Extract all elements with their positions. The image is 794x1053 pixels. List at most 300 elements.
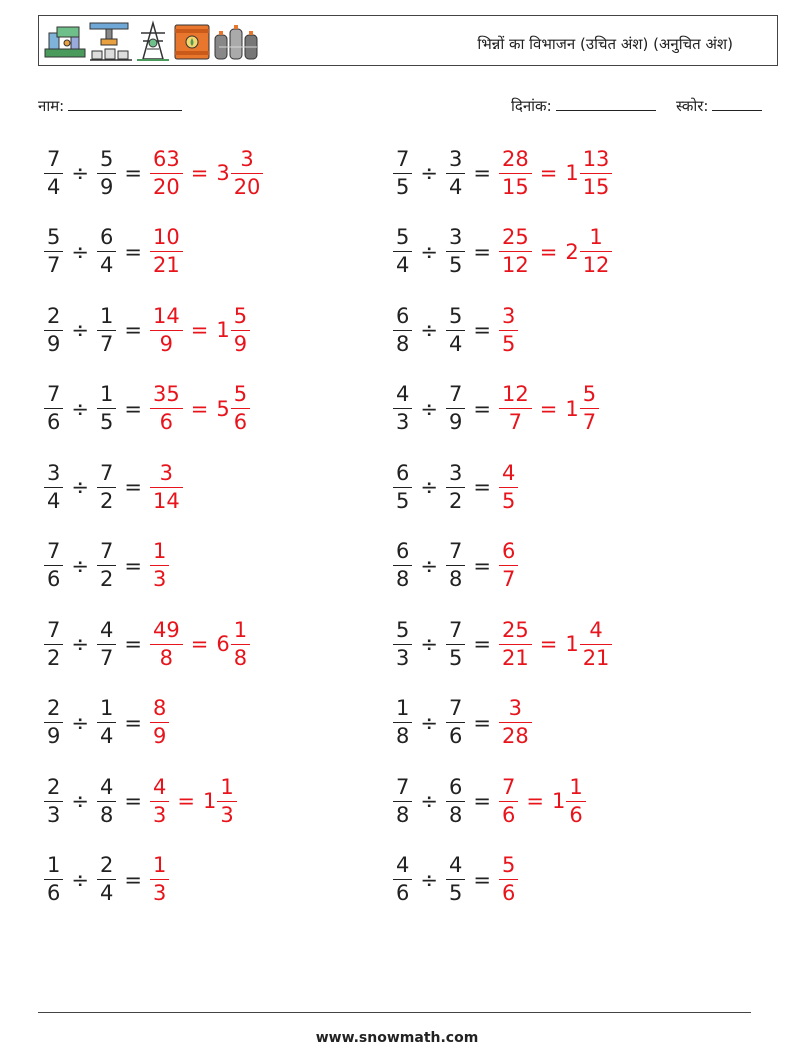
numerator: 7 xyxy=(501,774,516,799)
answer xyxy=(499,854,518,905)
numerator: 1 xyxy=(47,853,61,877)
divide-sign: ÷ xyxy=(71,396,89,421)
score-blank[interactable] xyxy=(712,96,762,111)
date-field[interactable] xyxy=(511,96,656,116)
equals-sign: = xyxy=(124,239,142,264)
answer xyxy=(499,462,518,513)
divisor-fraction xyxy=(446,148,465,199)
dividend-fraction xyxy=(44,462,63,513)
divide-sign: ÷ xyxy=(420,161,438,185)
numerator: 25 xyxy=(501,617,529,642)
fraction-bar xyxy=(44,644,63,645)
problem-item xyxy=(393,454,518,520)
denominator: 6 xyxy=(396,881,410,905)
result-fraction xyxy=(150,619,183,670)
fraction-bar xyxy=(446,644,465,645)
mixed-fraction xyxy=(580,383,599,434)
numerator: 5 xyxy=(448,303,463,328)
mixed-whole: 5 xyxy=(216,396,230,421)
fraction-bar xyxy=(393,173,412,174)
fraction-bar xyxy=(150,408,183,409)
answer xyxy=(150,462,183,513)
footer-url: www.snowmath.com xyxy=(315,1030,479,1046)
numerator: 2 xyxy=(99,853,114,877)
fraction-bar xyxy=(446,173,465,174)
denominator: 9 xyxy=(159,331,174,356)
numerator: 3 xyxy=(508,696,523,720)
equals-sign: = xyxy=(124,475,142,499)
fraction-bar xyxy=(150,565,169,566)
denominator: 2 xyxy=(47,645,61,670)
divide-sign: ÷ xyxy=(420,475,438,499)
problem-item xyxy=(44,533,169,599)
equals-sign: = xyxy=(124,396,142,421)
answer xyxy=(150,776,237,827)
problem-item xyxy=(44,454,183,520)
equals-sign: = xyxy=(473,239,491,264)
numerator: 1 xyxy=(152,539,167,563)
dividend-fraction xyxy=(393,148,412,199)
denominator: 7 xyxy=(508,410,523,434)
dividend-fraction xyxy=(393,305,412,356)
dividend-fraction xyxy=(44,148,63,199)
divisor-fraction xyxy=(446,854,465,905)
denominator: 7 xyxy=(99,331,114,356)
numerator: 28 xyxy=(501,146,529,171)
fraction-bar xyxy=(44,408,63,409)
divide-sign: ÷ xyxy=(420,789,438,813)
fraction-bar xyxy=(446,330,465,331)
result-fraction xyxy=(499,462,518,513)
denominator: 4 xyxy=(47,174,61,199)
answer xyxy=(150,305,250,356)
fraction-bar xyxy=(97,487,116,488)
denominator: 7 xyxy=(582,410,597,434)
numerator: 4 xyxy=(99,774,114,799)
divisor-fraction xyxy=(97,619,116,670)
name-field[interactable] xyxy=(38,96,182,116)
denominator: 2 xyxy=(99,488,114,513)
fraction-bar xyxy=(446,879,465,880)
divide-sign: ÷ xyxy=(420,239,438,264)
dividend-fraction xyxy=(393,383,412,434)
divide-sign: ÷ xyxy=(420,318,438,342)
fraction-bar xyxy=(446,251,465,252)
numerator: 8 xyxy=(152,696,167,720)
answer xyxy=(499,148,612,199)
fraction-bar xyxy=(150,722,169,723)
power-tower-icon xyxy=(137,23,169,60)
fraction-bar xyxy=(150,801,169,802)
numerator: 5 xyxy=(99,146,114,171)
result-fraction xyxy=(150,540,169,591)
mixed-whole: 1 xyxy=(565,396,579,421)
numerator: 6 xyxy=(396,539,410,563)
factory-machine-icon xyxy=(90,23,132,60)
footer-divider xyxy=(38,1012,751,1013)
fraction-bar xyxy=(580,251,613,252)
answer-equals-sign: = xyxy=(190,318,209,342)
divide-sign: ÷ xyxy=(71,161,89,185)
fraction-bar xyxy=(44,330,63,331)
dividend-fraction xyxy=(393,854,412,905)
problem-item xyxy=(44,611,250,677)
result-fraction xyxy=(499,776,518,827)
answer xyxy=(150,383,250,434)
denominator: 21 xyxy=(582,645,610,670)
divisor-fraction xyxy=(446,776,465,827)
dividend-fraction xyxy=(393,540,412,591)
numerator: 63 xyxy=(152,146,180,171)
numerator: 3 xyxy=(47,460,61,485)
divide-sign: ÷ xyxy=(71,710,89,735)
dividend-fraction xyxy=(44,383,63,434)
score-field[interactable] xyxy=(676,96,762,116)
answer-equals-sign: = xyxy=(177,789,195,813)
denominator: 8 xyxy=(396,331,410,356)
equals-sign: = xyxy=(124,710,142,735)
denominator: 3 xyxy=(47,802,61,827)
numerator: 7 xyxy=(448,382,463,406)
denominator: 5 xyxy=(501,331,516,356)
divisor-fraction xyxy=(97,540,116,591)
fraction-bar xyxy=(393,879,412,880)
date-label: दिनांक: xyxy=(511,97,552,115)
numerator: 5 xyxy=(233,303,248,328)
denominator: 8 xyxy=(233,645,248,670)
fraction-bar xyxy=(499,330,518,331)
fraction-bar xyxy=(393,801,412,802)
numerator: 6 xyxy=(501,539,516,563)
fraction-bar xyxy=(44,722,63,723)
denominator: 21 xyxy=(152,253,180,277)
denominator: 3 xyxy=(220,802,234,827)
denominator: 2 xyxy=(99,567,114,591)
answer xyxy=(499,383,599,434)
numerator: 13 xyxy=(582,146,610,171)
mixed-fraction xyxy=(231,619,250,670)
dividend-fraction xyxy=(44,776,63,827)
fraction-bar xyxy=(44,565,63,566)
dividend-fraction xyxy=(393,462,412,513)
denominator: 6 xyxy=(501,881,516,905)
denominator: 5 xyxy=(448,645,463,670)
numerator: 2 xyxy=(47,774,61,799)
numerator: 7 xyxy=(47,382,61,406)
equals-sign: = xyxy=(473,632,491,656)
denominator: 5 xyxy=(501,488,516,513)
answer-equals-sign: = xyxy=(190,396,209,421)
mixed-whole: 3 xyxy=(216,161,230,185)
denominator: 8 xyxy=(99,802,114,827)
fraction-bar xyxy=(231,408,250,409)
divisor-fraction xyxy=(97,854,116,905)
fraction-bar xyxy=(150,330,183,331)
fraction-bar xyxy=(217,801,236,802)
divisor-fraction xyxy=(446,462,465,513)
numerator: 7 xyxy=(99,460,114,485)
score-label: स्कोर: xyxy=(676,97,709,115)
fraction-bar xyxy=(97,565,116,566)
numerator: 4 xyxy=(396,853,410,877)
mixed-fraction xyxy=(217,776,236,827)
divisor-fraction xyxy=(97,305,116,356)
numerator: 3 xyxy=(448,146,463,171)
fraction-bar xyxy=(97,879,116,880)
name-blank[interactable] xyxy=(68,96,182,111)
divide-sign: ÷ xyxy=(420,396,438,421)
numerator: 6 xyxy=(396,303,410,328)
numerator: 1 xyxy=(589,225,603,249)
answer-equals-sign: = xyxy=(190,161,209,185)
fraction-bar xyxy=(393,330,412,331)
result-fraction xyxy=(499,305,518,356)
denominator: 20 xyxy=(233,174,261,199)
divide-sign: ÷ xyxy=(71,632,89,656)
problem-item xyxy=(44,768,237,834)
denominator: 4 xyxy=(99,724,114,748)
fraction-bar xyxy=(580,644,613,645)
numerator: 4 xyxy=(448,853,463,877)
numerator: 35 xyxy=(152,382,180,406)
equals-sign: = xyxy=(124,867,142,892)
mixed-whole: 1 xyxy=(216,318,230,342)
mixed-whole: 2 xyxy=(565,239,579,264)
fraction-bar xyxy=(97,330,116,331)
fraction-bar xyxy=(499,173,532,174)
denominator: 3 xyxy=(396,645,410,670)
dividend-fraction xyxy=(44,305,63,356)
mixed-fraction xyxy=(231,383,250,434)
mixed-fraction xyxy=(580,619,613,670)
denominator: 15 xyxy=(582,174,610,199)
denominator: 4 xyxy=(99,253,114,277)
divisor-fraction xyxy=(446,305,465,356)
denominator: 6 xyxy=(159,410,174,434)
result-fraction xyxy=(499,226,532,277)
result-fraction xyxy=(150,383,183,434)
fraction-bar xyxy=(393,408,412,409)
fraction-bar xyxy=(44,487,63,488)
numerator: 7 xyxy=(448,617,463,642)
mixed-fraction xyxy=(566,776,585,827)
fraction-bar xyxy=(231,644,250,645)
denominator: 4 xyxy=(396,253,410,277)
fraction-bar xyxy=(499,565,518,566)
result-fraction xyxy=(499,383,532,434)
result-fraction xyxy=(150,776,169,827)
problem-item xyxy=(44,376,250,442)
denominator: 3 xyxy=(152,567,167,591)
numerator: 6 xyxy=(396,460,410,485)
divide-sign: ÷ xyxy=(71,318,89,342)
problem-item xyxy=(393,219,612,285)
numerator: 4 xyxy=(152,774,167,799)
fraction-bar xyxy=(150,879,169,880)
problem-item xyxy=(393,768,586,834)
divisor-fraction xyxy=(97,776,116,827)
result-fraction xyxy=(150,305,183,356)
denominator: 9 xyxy=(233,331,248,356)
denominator: 4 xyxy=(448,174,463,199)
denominator: 5 xyxy=(448,253,463,277)
mixed-whole: 1 xyxy=(565,161,579,185)
denominator: 8 xyxy=(396,567,410,591)
fraction-bar xyxy=(44,879,63,880)
denominator: 21 xyxy=(501,645,529,670)
mixed-whole: 1 xyxy=(551,789,566,813)
problem-item xyxy=(393,690,532,756)
answer xyxy=(150,540,169,591)
denominator: 8 xyxy=(448,802,463,827)
numerator: 25 xyxy=(501,225,529,249)
answer-equals-sign: = xyxy=(539,239,558,264)
equals-sign: = xyxy=(124,789,142,813)
answer xyxy=(150,697,169,748)
problem-item xyxy=(393,611,612,677)
denominator: 8 xyxy=(396,802,410,827)
numerator: 4 xyxy=(396,382,410,406)
divide-sign: ÷ xyxy=(71,553,89,578)
numerator: 7 xyxy=(448,696,463,720)
numerator: 1 xyxy=(152,853,167,877)
denominator: 14 xyxy=(152,488,180,513)
fraction-bar xyxy=(44,801,63,802)
dividend-fraction xyxy=(44,854,63,905)
dividend-fraction xyxy=(44,619,63,670)
fraction-bar xyxy=(231,173,264,174)
fraction-bar xyxy=(97,408,116,409)
divisor-fraction xyxy=(446,226,465,277)
result-fraction xyxy=(499,854,518,905)
fraction-bar xyxy=(393,644,412,645)
denominator: 8 xyxy=(159,645,174,670)
numerator: 5 xyxy=(396,225,410,249)
answer-equals-sign: = xyxy=(539,396,558,421)
denominator: 6 xyxy=(233,410,248,434)
numerator: 1 xyxy=(99,696,114,720)
fraction-bar xyxy=(499,801,518,802)
problem-item xyxy=(393,533,518,599)
divisor-fraction xyxy=(446,619,465,670)
result-fraction xyxy=(499,619,532,670)
divisor-fraction xyxy=(446,540,465,591)
denominator: 7 xyxy=(99,645,114,670)
denominator: 4 xyxy=(99,881,114,905)
mixed-fraction xyxy=(580,226,613,277)
denominator: 6 xyxy=(448,724,463,748)
denominator: 8 xyxy=(448,567,463,591)
answer xyxy=(150,226,183,277)
numerator: 3 xyxy=(159,460,174,485)
denominator: 4 xyxy=(47,488,61,513)
problem-item xyxy=(44,219,183,285)
problem-item xyxy=(393,847,518,913)
fraction-bar xyxy=(393,722,412,723)
fraction-bar xyxy=(499,644,532,645)
denominator: 9 xyxy=(47,331,61,356)
result-fraction xyxy=(150,854,169,905)
numerator: 2 xyxy=(47,303,61,328)
fraction-bar xyxy=(44,251,63,252)
numerator: 4 xyxy=(99,617,114,642)
answer-equals-sign: = xyxy=(539,161,558,185)
answer xyxy=(499,697,532,748)
answer xyxy=(499,776,586,827)
answer xyxy=(150,619,250,670)
numerator: 7 xyxy=(47,617,61,642)
numerator: 2 xyxy=(47,696,61,720)
dividend-fraction xyxy=(393,226,412,277)
result-fraction xyxy=(150,226,183,277)
denominator: 6 xyxy=(569,802,583,827)
divide-sign: ÷ xyxy=(420,553,438,578)
divisor-fraction xyxy=(97,226,116,277)
equals-sign: = xyxy=(473,867,491,892)
numerator: 14 xyxy=(152,303,180,328)
fraction-bar xyxy=(446,487,465,488)
numerator: 7 xyxy=(448,539,463,563)
numerator: 1 xyxy=(220,774,234,799)
divide-sign: ÷ xyxy=(71,789,89,813)
denominator: 6 xyxy=(47,410,61,434)
answer xyxy=(499,305,518,356)
fraction-bar xyxy=(231,330,250,331)
drill-press-icon xyxy=(45,27,85,57)
numerator: 3 xyxy=(240,146,254,171)
divide-sign: ÷ xyxy=(71,475,89,499)
numerator: 3 xyxy=(501,303,516,328)
dividend-fraction xyxy=(393,776,412,827)
denominator: 4 xyxy=(448,331,463,356)
denominator: 6 xyxy=(47,567,61,591)
answer xyxy=(150,148,263,199)
equals-sign: = xyxy=(473,161,491,185)
denominator: 5 xyxy=(448,881,463,905)
numerator: 4 xyxy=(501,460,516,485)
fraction-bar xyxy=(580,408,599,409)
fraction-bar xyxy=(393,251,412,252)
fraction-bar xyxy=(446,408,465,409)
equals-sign: = xyxy=(473,475,491,499)
fraction-bar xyxy=(499,487,518,488)
numerator: 1 xyxy=(569,774,583,799)
numerator: 5 xyxy=(233,382,248,406)
answer xyxy=(499,226,612,277)
page-title: भिन्नों का विभाजन (उचित अंश) (अनुचित अंश) xyxy=(477,35,733,53)
numerator: 12 xyxy=(501,382,529,406)
problem-item xyxy=(393,140,612,206)
numerator: 6 xyxy=(99,225,114,249)
result-fraction xyxy=(150,697,169,748)
fraction-bar xyxy=(97,644,116,645)
date-blank[interactable] xyxy=(556,96,656,111)
equals-sign: = xyxy=(124,161,142,185)
fraction-bar xyxy=(499,408,532,409)
denominator: 8 xyxy=(396,724,410,748)
fraction-bar xyxy=(97,251,116,252)
numerator: 1 xyxy=(99,382,114,406)
result-fraction xyxy=(499,148,532,199)
name-label: नाम: xyxy=(38,97,65,115)
dividend-fraction xyxy=(393,619,412,670)
gas-cylinders-icon xyxy=(215,25,257,59)
equals-sign: = xyxy=(124,632,142,656)
equals-sign: = xyxy=(473,396,491,421)
divisor-fraction xyxy=(97,383,116,434)
oil-barrel-icon xyxy=(175,25,209,59)
divide-sign: ÷ xyxy=(420,632,438,656)
